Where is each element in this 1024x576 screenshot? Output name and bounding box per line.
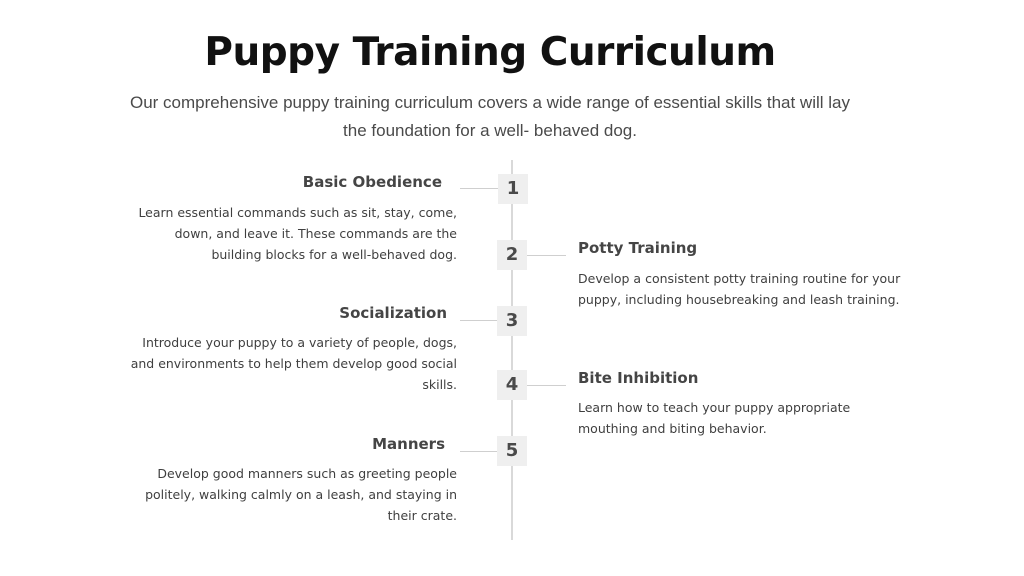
connector-4 bbox=[526, 385, 566, 386]
step-description-3: Introduce your puppy to a variety of people, dogs, and environments to help them develop good social skills. bbox=[130, 335, 457, 392]
step-title-1: Basic Obedience bbox=[302, 173, 442, 191]
step-description-2: Develop a consistent potty training routine for your puppy, including housebreaking and leash training. bbox=[578, 271, 901, 307]
step-title-4: Bite Inhibition bbox=[578, 369, 699, 387]
page-subtitle: Our comprehensive puppy training curriculum covers a wide range of essential skills that will lay the foundation for a well- behaved dog. bbox=[130, 93, 850, 140]
step-description-1: Learn essential commands such as sit, stay, come, down, and leave it. These commands are the building blocks for a well-behaved dog. bbox=[138, 205, 457, 262]
step-number-2: 2 bbox=[497, 240, 527, 270]
page-title: Puppy Training Curriculum bbox=[204, 30, 776, 75]
step-description-4: Learn how to teach your puppy appropriate mouthing and biting behavior. bbox=[578, 400, 851, 436]
connector-2 bbox=[526, 255, 566, 256]
step-title-2: Potty Training bbox=[578, 239, 698, 257]
step-number-4: 4 bbox=[497, 370, 527, 400]
step-title-3: Socialization bbox=[339, 304, 447, 322]
connector-3 bbox=[460, 320, 498, 321]
step-title-5: Manners bbox=[372, 435, 445, 453]
step-number-3: 3 bbox=[497, 306, 527, 336]
step-number-5: 5 bbox=[497, 436, 527, 466]
connector-1 bbox=[460, 188, 498, 189]
step-description-5: Develop good manners such as greeting people politely, walking calmly on a leash, and staying in their crate. bbox=[145, 466, 457, 523]
timeline-spine bbox=[511, 160, 513, 540]
connector-5 bbox=[460, 451, 498, 452]
step-number-1: 1 bbox=[498, 174, 528, 204]
